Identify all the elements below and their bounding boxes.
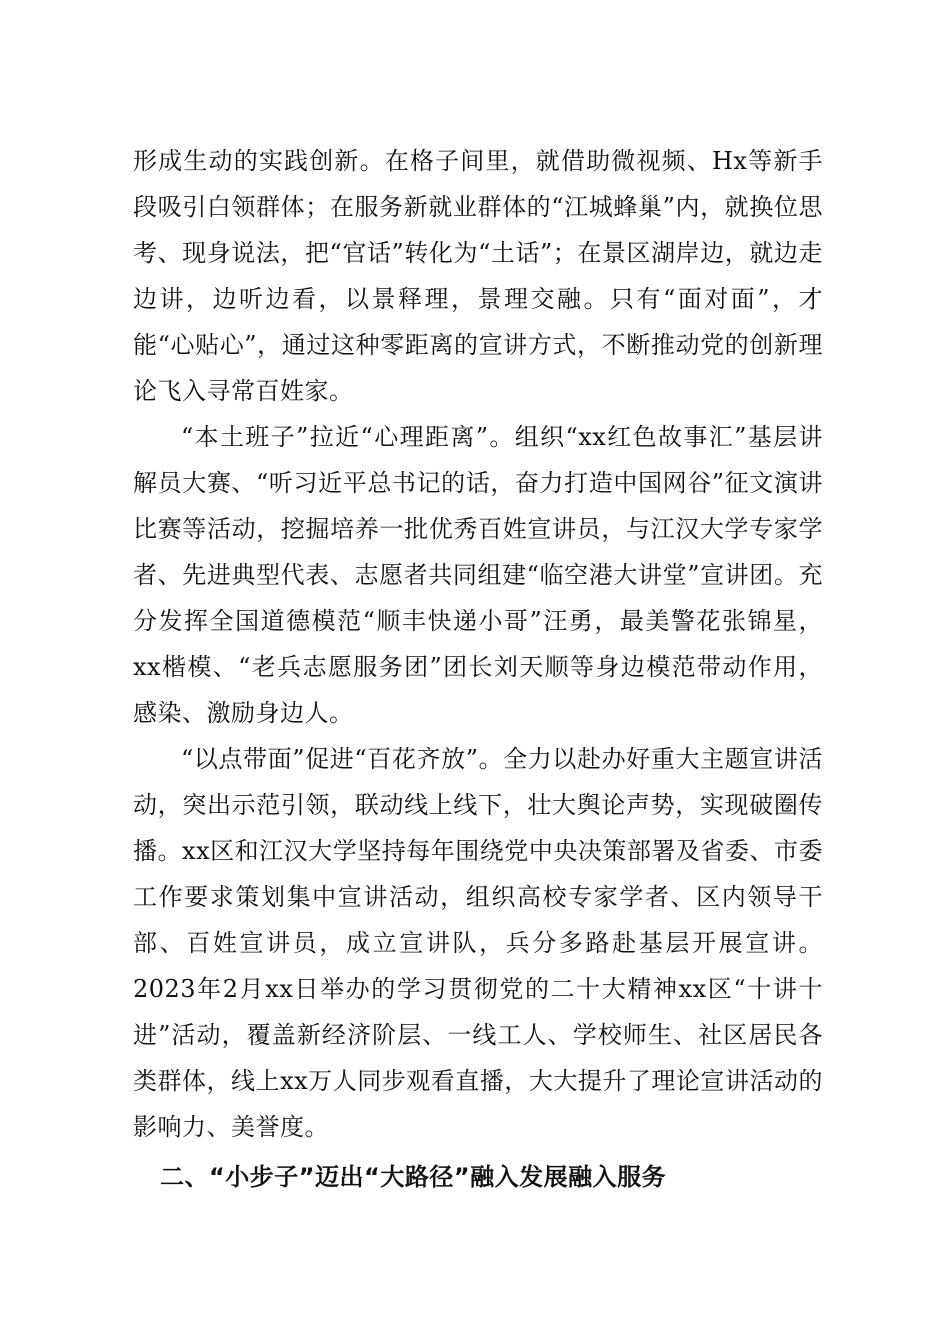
paragraph-practice-innovation: 形成生动的实践创新。在格子间里，就借助微视频、Hx等新手段吸引白领群体；在服务新就业群体的“江城蜂巢”内，就换位思考、现身说法，把“官话”转化为“土话”；在景区湖岸边，就边走边讲，边听边看，以景释理，景理交融。只有“面对面”，才能“心贴心”，通过这种零距离的宣讲方式，不断推动党的创新理论飞入寻常百姓家。	[133, 147, 823, 405]
paragraph-point-to-area: “以点带面”促进“百花齐放”。全力以赴办好重大主题宣讲活动，突出示范引领，联动线上线下，壮大舆论声势，实现破圈传播。xx区和江汉大学坚持每年围绕党中央决策部署及省委、市委工作要求策划集中宣讲活动，组织高校专家学者、区内领导干部、百姓宣讲员，成立宣讲队，兵分多路赴基层开展宣讲。2023年2月xx日举办的学习贯彻党的二十大精神xx区“十讲十进”活动，覆盖新经济阶层、一线工人、学校师生、社区居民各类群体，线上xx万人同步观看直播，大大提升了理论宣讲活动的影响力、美誉度。	[133, 745, 823, 1141]
section-heading: 二、“小步子”迈出“大路径”融入发展融入服务	[160, 1163, 667, 1191]
document-body	[133, 138, 823, 1200]
paragraph-local-team: “本土班子”拉近“心理距离”。组织“xx红色故事汇”基层讲解员大赛、“听习近平总书记的话，奋力打造中国网谷”征文演讲比赛等活动，挖掘培养一批优秀百姓宣讲员，与江汉大学专家学者、先进典型代表、志愿者共同组建“临空港大讲堂”宣讲团。充分发挥全国道德模范“顺丰快递小哥”汪勇，最美警花张锦星，xx楷模、“老兵志愿服务团”团长刘天顺等身边模范带动作用，感染、激励身边人。	[133, 423, 823, 727]
